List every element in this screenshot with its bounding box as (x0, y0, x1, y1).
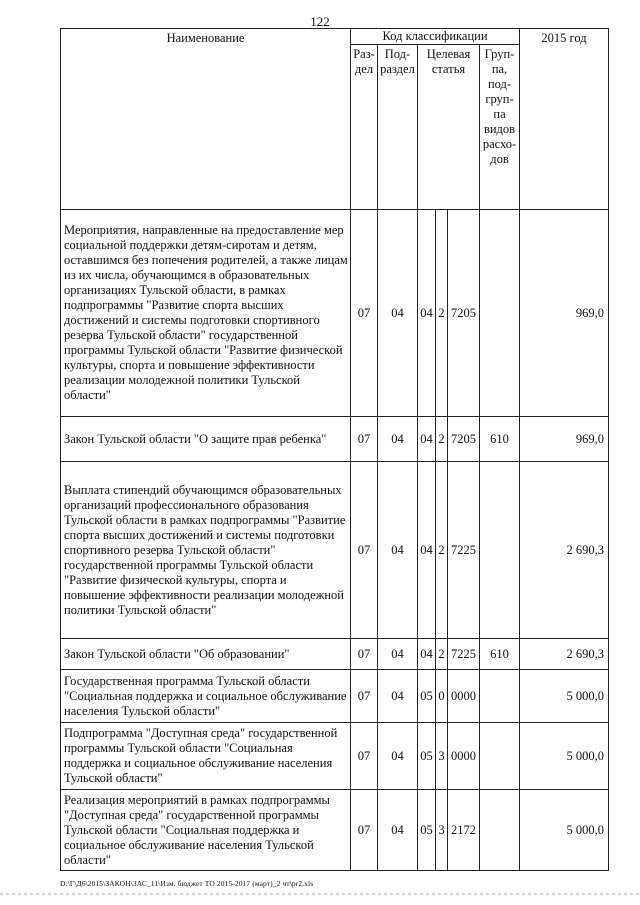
row-ts-program: 05 (418, 723, 436, 790)
row-podrazdel: 04 (378, 790, 418, 871)
row-vr (480, 462, 520, 639)
row-amount: 5 000,0 (520, 670, 609, 723)
header-target: Целевая статья (418, 45, 480, 210)
row-razdel: 07 (351, 210, 378, 417)
row-ts-direction: 0000 (448, 670, 480, 723)
row-ts-subprogram: 3 (436, 790, 448, 871)
row-ts-direction: 2172 (448, 790, 480, 871)
row-ts-subprogram: 2 (436, 639, 448, 670)
row-ts-direction: 7205 (448, 210, 480, 417)
table-row (61, 723, 609, 790)
row-podrazdel: 04 (378, 639, 418, 670)
row-ts-program: 05 (418, 790, 436, 871)
row-razdel: 07 (351, 670, 378, 723)
row-ts-subprogram: 2 (436, 210, 448, 417)
row-vr (480, 723, 520, 790)
header-name: Наименование (61, 29, 351, 210)
row-ts-program: 04 (418, 462, 436, 639)
row-razdel: 07 (351, 417, 378, 462)
row-ts-program: 04 (418, 417, 436, 462)
row-ts-direction: 7225 (448, 462, 480, 639)
table-row (61, 462, 609, 639)
row-amount: 2 690,3 (520, 639, 609, 670)
row-podrazdel: 04 (378, 462, 418, 639)
page-number: 122 (310, 14, 330, 29)
header-podrazdel: Под-раздел (378, 45, 418, 210)
header-razdel: Раз-дел (351, 45, 378, 210)
table-row (61, 790, 609, 871)
row-amount: 5 000,0 (520, 790, 609, 871)
row-amount: 5 000,0 (520, 723, 609, 790)
table-row (61, 210, 609, 417)
row-podrazdel: 04 (378, 417, 418, 462)
row-ts-program: 04 (418, 210, 436, 417)
row-vr: 610 (480, 639, 520, 670)
row-name: Выплата стипендий обучающимся образовательных организаций профессионального образования Тульской области в рамках подпрограммы "Развитие спорта высших достижений и системы подготовки спортивного резерва Тульской области" государственной программы Тульской области "Развитие физической культуры, спорта и повышение эффективности реализации молодежной политики Тульской области" (61, 462, 351, 639)
row-razdel: 07 (351, 462, 378, 639)
row-name: Мероприятия, направленные на предоставление мер социальной поддержки детям-сиротам и детям, оставшимся без попечения родителей, а также лицам из их числа, обучающимся в образовательных организациях Тульской области, в рамках подпрограммы "Развитие спорта высших достижений и системы подготовки спортивного резерва Тульской области" государственной программы Тульской области "Развитие физической культуры, спорта и повышение эффективности реализации молодежной политики Тульской области" (61, 210, 351, 417)
row-razdel: 07 (351, 639, 378, 670)
row-podrazdel: 04 (378, 670, 418, 723)
row-name: Закон Тульской области "О защите прав ребенка" (61, 417, 351, 462)
row-ts-subprogram: 0 (436, 670, 448, 723)
row-ts-direction: 0000 (448, 723, 480, 790)
budget-table (60, 28, 609, 871)
row-name: Государственная программа Тульской области "Социальная поддержка и социальное обслуживание населения Тульской области" (61, 670, 351, 723)
scan-edge-divider (0, 893, 640, 895)
row-name: Закон Тульской области "Об образовании" (61, 639, 351, 670)
row-ts-subprogram: 3 (436, 723, 448, 790)
row-ts-direction: 7225 (448, 639, 480, 670)
row-ts-subprogram: 2 (436, 417, 448, 462)
table-row (61, 639, 609, 670)
row-razdel: 07 (351, 723, 378, 790)
row-podrazdel: 04 (378, 723, 418, 790)
header-code-group: Код классификации (351, 29, 520, 45)
row-ts-subprogram: 2 (436, 462, 448, 639)
row-vr: 610 (480, 417, 520, 462)
row-vr (480, 210, 520, 417)
row-razdel: 07 (351, 790, 378, 871)
row-ts-program: 04 (418, 639, 436, 670)
header-group: Груп-па, под-груп-па видов расхо-дов (480, 45, 520, 210)
table-row (61, 670, 609, 723)
row-name: Подпрограмма "Доступная среда" государственной программы Тульской области "Социальная поддержка и социальное обслуживание населения Тульской области" (61, 723, 351, 790)
row-podrazdel: 04 (378, 210, 418, 417)
row-ts-direction: 7205 (448, 417, 480, 462)
row-vr (480, 670, 520, 723)
row-amount: 969,0 (520, 417, 609, 462)
row-vr (480, 790, 520, 871)
row-ts-program: 05 (418, 670, 436, 723)
table-row (61, 417, 609, 462)
row-amount: 969,0 (520, 210, 609, 417)
row-name: Реализация мероприятий в рамках подпрограммы "Доступная среда" государственной программы Тульской области "Социальная поддержка и социальное обслуживание населения Тульской области" (61, 790, 351, 871)
file-path-footer: D:\Г\Д6\2015\ЗАКОН\ЗАС_11\Изм. бюджет ТО 2015-2017 (март)_2 чт\pr2.xls (60, 879, 314, 888)
header-year: 2015 год (520, 29, 609, 210)
row-amount: 2 690,3 (520, 462, 609, 639)
header-row-top (61, 29, 609, 45)
